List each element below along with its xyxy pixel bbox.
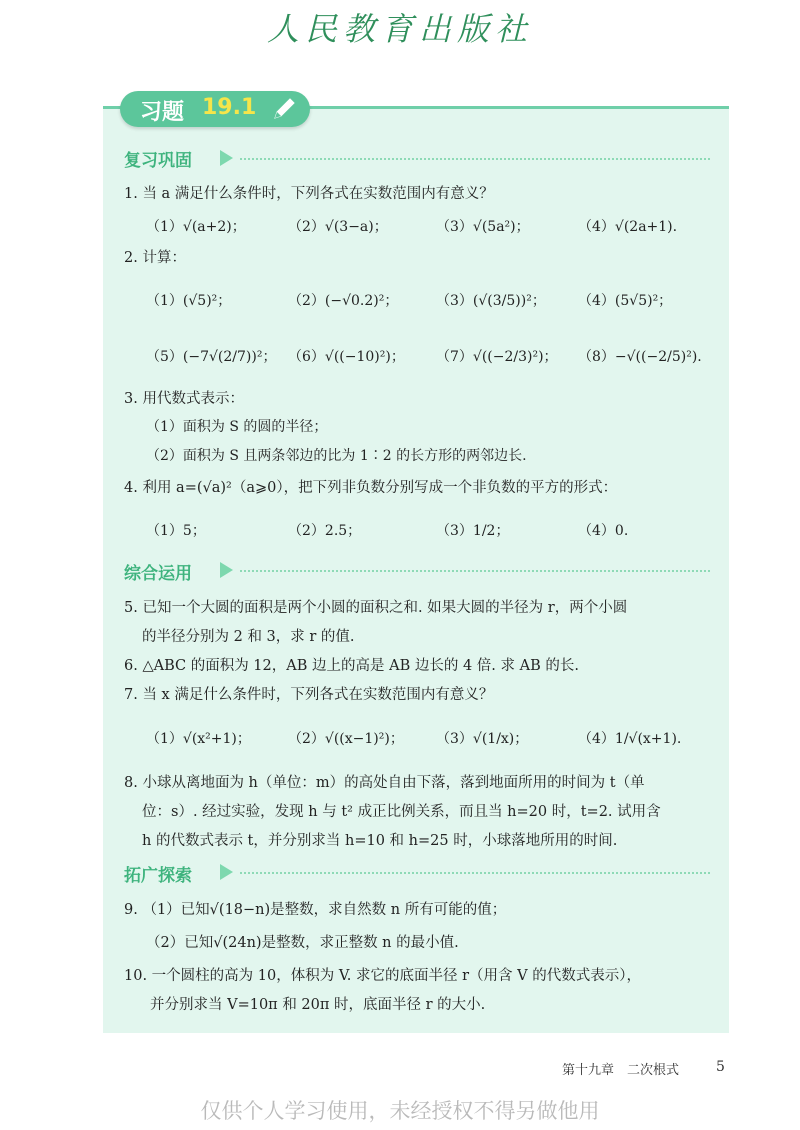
section-explore-heading: 拓广探索 bbox=[124, 866, 192, 886]
problem-1-item-3: （3）√(5a²)； bbox=[436, 219, 530, 235]
problem-2-item-6: （6）√((−10)²)； bbox=[288, 349, 405, 365]
problem-9-part-2: （2）已知√(24n)是整数，求正整数 n 的最小值. bbox=[146, 935, 459, 951]
problem-8-line-3: h 的代数式表示 t，并分别求当 h=10 和 h=25 时，小球落地所用的时间. bbox=[142, 833, 618, 849]
section-review-divider bbox=[240, 158, 710, 160]
problem-2-item-2: （2）(−√0.2)²； bbox=[288, 293, 399, 309]
problem-5-line-2: 的半径分别为 2 和 3，求 r 的值. bbox=[142, 629, 355, 645]
section-review-arrow-icon bbox=[220, 150, 233, 166]
problem-1-item-4: （4）√(2a+1). bbox=[578, 219, 678, 235]
problem-4-item-3: （3）1/2； bbox=[436, 523, 510, 539]
problem-2-item-4: （4）(5√5)²； bbox=[578, 293, 673, 309]
problem-7: 7. 当 x 满足什么条件时，下列各式在实数范围内有意义？ bbox=[124, 687, 494, 703]
publisher-logo: 人民教育出版社 bbox=[266, 10, 533, 48]
problem-2-item-3: （3）(√(3/5))²； bbox=[436, 293, 546, 309]
section-apply-divider bbox=[240, 570, 710, 572]
chapter-title: 第十九章 二次根式 bbox=[562, 1063, 680, 1078]
problem-4: 4. 利用 a=(√a)²（a⩾0），把下列非负数分别写成一个非负数的平方的形式： bbox=[124, 480, 618, 496]
section-apply-heading: 综合运用 bbox=[124, 564, 192, 584]
problem-1: 1. 当 a 满足什么条件时，下列各式在实数范围内有意义？ bbox=[124, 186, 494, 202]
problem-7-item-4: （4）1/√(x+1). bbox=[578, 731, 682, 747]
problem-2-item-7: （7）√((−2/3)²)； bbox=[436, 349, 558, 365]
problem-4-item-1: （1）5； bbox=[146, 523, 206, 539]
problem-4-item-2: （2）2.5； bbox=[288, 523, 362, 539]
problem-7-item-3: （3）√(1/x)； bbox=[436, 731, 529, 747]
exercise-number: 19.1 bbox=[202, 95, 257, 120]
problem-9-part-1: 9. （1）已知√(18−n)是整数，求自然数 n 所有可能的值； bbox=[124, 902, 507, 918]
problem-3: 3. 用代数式表示： bbox=[124, 391, 244, 407]
section-explore-divider bbox=[240, 872, 710, 874]
section-apply-arrow-icon bbox=[220, 562, 233, 578]
problem-10-line-1: 10. 一个圆柱的高为 10，体积为 V. 求它的底面半径 r（用含 V 的代数式表示）， bbox=[124, 968, 641, 984]
section-review-heading: 复习巩固 bbox=[124, 151, 192, 171]
problem-2-item-8: （8）−√((−2/5)²). bbox=[578, 349, 702, 365]
problem-8-line-2: 位：s）. 经过实验，发现 h 与 t² 成正比例关系，而且当 h=20 时，t=2. 试用含 bbox=[142, 804, 661, 820]
problem-1-item-2: （2）√(3−a)； bbox=[288, 219, 388, 235]
problem-2-item-1: （1）(√5)²； bbox=[146, 293, 232, 309]
problem-10-line-2: 并分别求当 V=10π 和 20π 时，底面半径 r 的大小. bbox=[150, 997, 486, 1013]
problem-3-item-1: （1）面积为 S 的圆的半径； bbox=[146, 419, 328, 435]
pencil-icon bbox=[270, 95, 298, 123]
problem-7-item-1: （1）√(x²+1)； bbox=[146, 731, 251, 747]
page-number: 5 bbox=[716, 1059, 725, 1075]
usage-watermark: 仅供个人学习使用，未经授权不得另做他用 bbox=[200, 1099, 600, 1123]
section-explore-arrow-icon bbox=[220, 864, 233, 880]
exercise-label: 习题 bbox=[140, 100, 185, 125]
problem-5-line-1: 5. 已知一个大圆的面积是两个小圆的面积之和. 如果大圆的半径为 r，两个小圆 bbox=[124, 600, 628, 616]
problem-2-item-5: （5）(−7√(2/7))²； bbox=[146, 349, 277, 365]
problem-6: 6. △ABC 的面积为 12，AB 边上的高是 AB 边长的 4 倍. 求 AB 的长. bbox=[124, 658, 579, 674]
problem-2: 2. 计算： bbox=[124, 250, 186, 266]
problem-1-item-1: （1）√(a+2)； bbox=[146, 219, 246, 235]
problem-3-item-2: （2）面积为 S 且两条邻边的比为 1∶2 的长方形的两邻边长. bbox=[146, 448, 527, 464]
problem-4-item-4: （4）0. bbox=[578, 523, 629, 539]
problem-8-line-1: 8. 小球从离地面为 h（单位：m）的高处自由下落，落到地面所用的时间为 t（单 bbox=[124, 775, 645, 791]
exercise-title-badge bbox=[120, 91, 310, 127]
problem-7-item-2: （2）√((x−1)²)； bbox=[288, 731, 404, 747]
